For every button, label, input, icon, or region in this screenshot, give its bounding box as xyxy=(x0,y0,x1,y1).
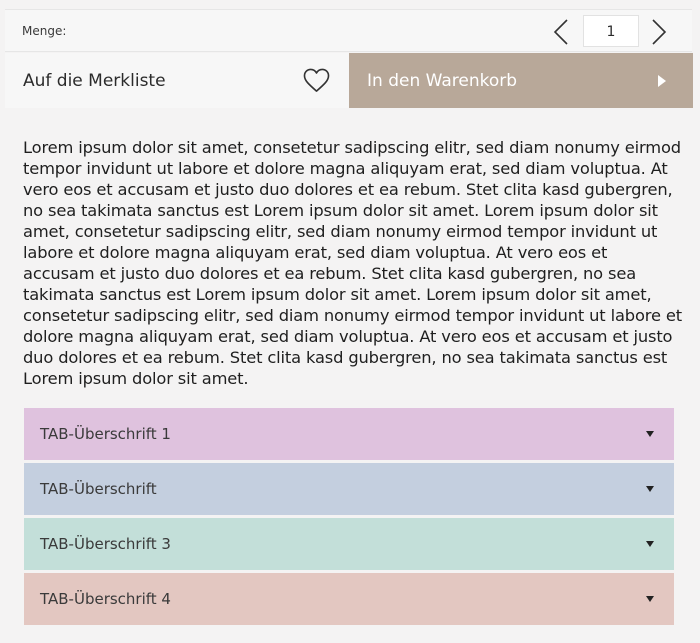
quantity-row xyxy=(5,9,692,52)
tab-label: TAB-Überschrift 4 xyxy=(40,590,171,608)
caret-down-icon xyxy=(646,541,654,547)
tab-header-4[interactable] xyxy=(24,573,674,625)
tab-header-3[interactable] xyxy=(24,518,674,570)
heart-icon xyxy=(303,68,330,93)
add-to-cart-button[interactable] xyxy=(349,53,693,108)
tab-label: TAB-Überschrift 3 xyxy=(40,535,171,553)
chevron-right-icon xyxy=(651,19,667,45)
tab-header-2[interactable] xyxy=(24,463,674,515)
tab-accordion xyxy=(24,408,674,628)
quantity-label: Menge: xyxy=(22,23,67,38)
tab-header-1[interactable] xyxy=(24,408,674,460)
caret-down-icon xyxy=(646,431,654,437)
product-description: Lorem ipsum dolor sit amet, consetetur sadipscing elitr, sed diam nonumy eirmod tempor invidunt ut labore et dolore magna aliquyam erat, sed diam voluptua. At vero eos et accusam et justo duo dolores et ea rebum. Stet clita kasd gubergren, no sea takimata sanctus est Lorem ipsum dolor sit amet. Lorem ipsum dolor sit amet, consetetur sadipscing elitr, sed diam nonumy eirmod tempor invidunt ut labore et dolore magna aliquyam erat, sed diam voluptua. At vero eos et accusam et justo duo dolores et ea rebum. Stet clita kasd gubergren, no sea takimata sanctus est Lorem ipsum dolor sit amet. Lorem ipsum dolor sit amet, consetetur sadipscing elitr, sed diam nonumy eirmod tempor invidunt ut labore et dolore magna aliquyam erat, sed diam voluptua. At vero eos et accusam et justo duo dolores et ea rebum. Stet clita kasd gubergren, no sea takimata sanctus est Lorem ipsum dolor sit amet. xyxy=(23,138,682,388)
caret-down-icon xyxy=(646,486,654,492)
caret-right-icon xyxy=(657,74,667,88)
add-to-wishlist-button[interactable] xyxy=(5,53,349,108)
chevron-left-icon xyxy=(553,19,569,45)
tab-label: TAB-Überschrift 1 xyxy=(40,425,171,443)
quantity-input[interactable]: 1 xyxy=(583,15,639,47)
quantity-decrease-button[interactable] xyxy=(545,16,577,48)
cart-label: In den Warenkorb xyxy=(367,70,518,91)
tab-label: TAB-Überschrift xyxy=(40,480,157,498)
wishlist-label: Auf die Merkliste xyxy=(23,70,166,91)
caret-down-icon xyxy=(646,596,654,602)
quantity-increase-button[interactable] xyxy=(643,16,675,48)
